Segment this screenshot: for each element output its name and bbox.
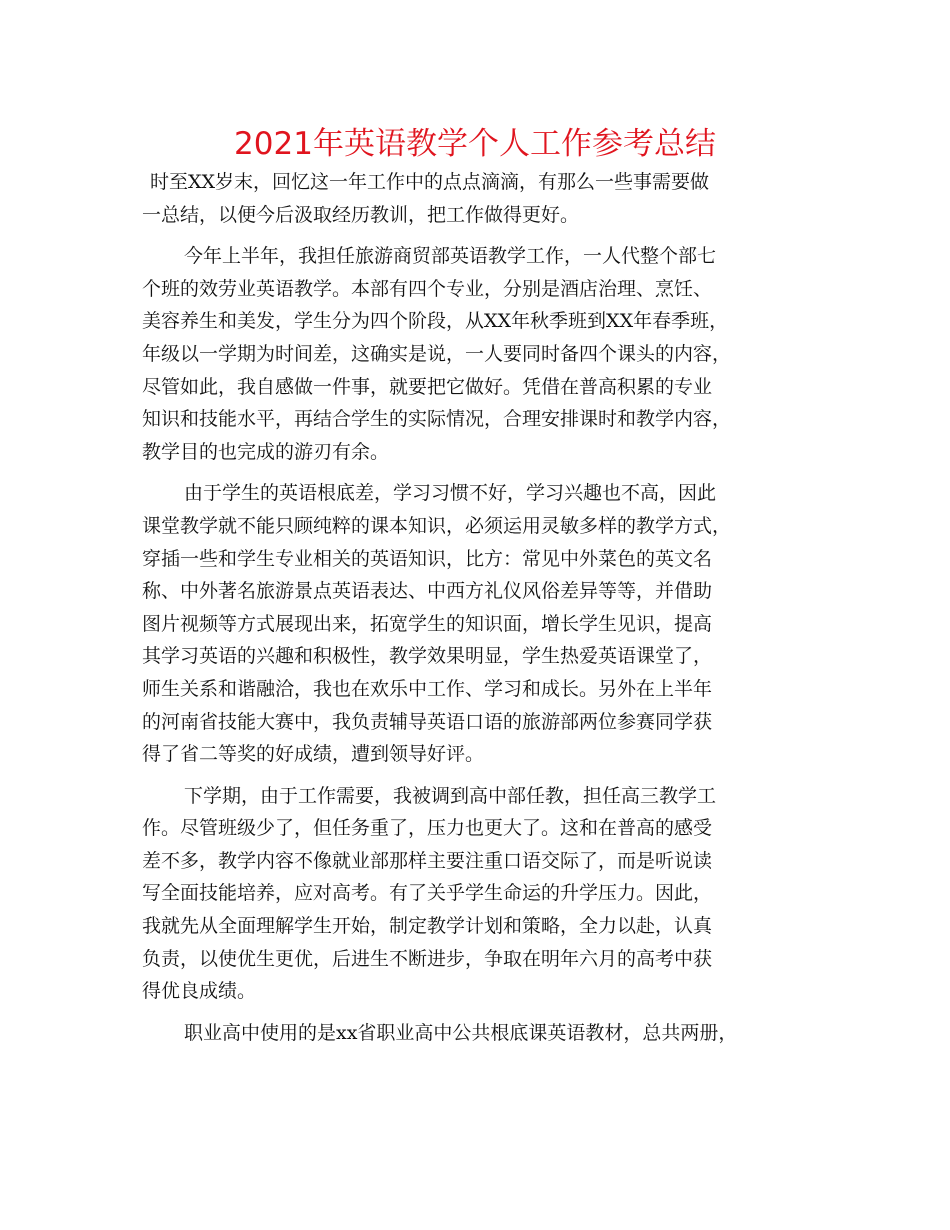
- text-line: 个班的效劳业英语教学。本部有四个专业，分别是酒店治理、烹饪、: [142, 277, 713, 300]
- text-line: 时至XX岁末，回忆这一年工作中的点点滴滴，有那么一些事需要做: [150, 171, 710, 193]
- text-line: 图片视频等方式展现出来，拓宽学生的知识面，增长学生见识，提高: [142, 612, 713, 635]
- text-line: 其学习英语的兴趣和积极性，教学效果明显，学生热爱英语课堂了，: [142, 645, 713, 668]
- text-line: 称、中外著名旅游景点英语表达、中西方礼仪风俗差异等等，并借助: [142, 580, 713, 603]
- text-line: 职业高中使用的是xx省职业高中公共根底课英语教材，总共两册，: [184, 1021, 738, 1044]
- text-line: 师生关系和谐融洽，我也在欢乐中工作、学习和成长。另外在上半年: [142, 677, 713, 700]
- paragraph-1: [142, 166, 818, 231]
- text-line: 美容养生和美发，学生分为四个阶段，从XX年秋季班到XX年春季班，: [142, 310, 729, 333]
- text-line: 一总结，以便今后汲取经历教训，把工作做得更好。: [142, 203, 580, 226]
- text-line: 作。尽管班级少了，但任务重了，压力也更大了。这和在普高的感受: [142, 817, 713, 840]
- text-line: 得了省二等奖的好成绩，遭到领导好评。: [142, 743, 485, 766]
- text-line: 教学目的也完成的游刃有余。: [142, 440, 390, 463]
- text-line: 尽管如此，我自感做一件事，就要把它做好。凭借在普高积累的专业: [142, 375, 713, 398]
- text-line: 穿插一些和学生专业相关的英语知识，比方：常见中外菜色的英文名: [142, 547, 713, 570]
- text-line: 今年上半年，我担任旅游商贸部英语教学工作，一人代整个部七: [184, 245, 717, 268]
- paragraph-2: [142, 240, 818, 468]
- text-line: 差不多，教学内容不像就业部那样主要注重口语交际了，而是听说读: [142, 849, 713, 872]
- paragraph-3: [142, 477, 818, 770]
- text-line: 写全面技能培养，应对高考。有了关乎学生命运的升学压力。因此，: [142, 882, 713, 905]
- paragraph-4: [142, 780, 818, 1008]
- paragraph-5: [142, 1017, 818, 1050]
- text-line: 年级以一学期为时间差，这确实是说，一人要同时备四个课头的内容，: [142, 342, 732, 365]
- text-line: 课堂教学就不能只顾纯粹的课本知识，必须运用灵敏多样的教学方式，: [142, 514, 732, 537]
- text-line: 的河南省技能大赛中，我负责辅导英语口语的旅游部两位参赛同学获: [142, 710, 713, 733]
- text-line: 我就先从全面理解学生开始，制定教学计划和策略，全力以赴，认真: [142, 915, 713, 938]
- text-line: 负责，以使优生更优，后进生不断进步，争取在明年六月的高考中获: [142, 947, 713, 970]
- text-line: 下学期，由于工作需要，我被调到高中部任教，担任高三教学工: [184, 784, 717, 807]
- text-line: 得优良成绩。: [142, 980, 257, 1003]
- document-title: 2021年英语教学个人工作参考总结: [234, 126, 716, 162]
- text-line: 由于学生的英语根底差，学习习惯不好，学习兴趣也不高，因此: [184, 482, 717, 505]
- document-body: [142, 166, 818, 1049]
- text-line: 知识和技能水平，再结合学生的实际情况，合理安排课时和教学内容，: [142, 408, 732, 431]
